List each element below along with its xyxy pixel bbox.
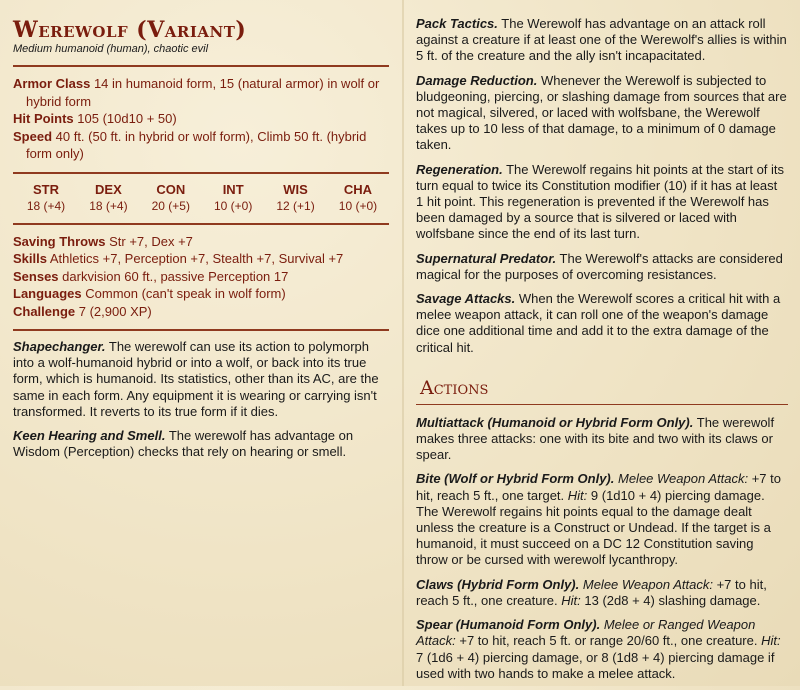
trait-name: Shapechanger.: [13, 339, 106, 354]
action-name: Multiattack (Humanoid or Hybrid Form Only).: [416, 414, 694, 430]
hit-text: 7 (1d6 + 4) piercing damage, or 8 (1d8 + 4) piercing damage if used with two hands to make a melee attack.: [416, 649, 775, 681]
action-name: Claws (Hybrid Form Only).: [416, 576, 580, 592]
trait-text: The Werewolf's attacks are considered magical for the purposes of overcoming resistances.: [416, 250, 783, 282]
action-name: Bite (Wolf or Hybrid Form Only).: [416, 471, 615, 487]
trait-name: Damage Reduction.: [416, 72, 538, 88]
left-column: [13, 0, 389, 468]
trait-regeneration: [416, 162, 788, 243]
attack-range: +7 to hit, reach 5 ft., one creature.: [416, 576, 767, 608]
hit-label: Hit:: [561, 592, 581, 608]
speed-label: Speed: [13, 128, 53, 144]
trait-text: Whenever the Werewolf is subjected to bludgeoning, piercing, or slashing damage from sources that are not magical, silvered, or laced with wolfsbane, the Werewolf takes up to 10 less of that damage, to a minimum of 0 damage taken.: [416, 72, 787, 153]
details-rule: [13, 329, 389, 331]
ac-label: Armor Class: [13, 76, 91, 91]
ability-name: STR: [33, 181, 59, 197]
attack-type: Melee or Ranged Weapon Attack:: [416, 617, 756, 649]
ability-int: [208, 182, 258, 214]
attack-range: +7 to hit, reach 5 ft. or range 20/60 ft., one creature.: [459, 633, 758, 649]
trait-name: Regeneration.: [416, 161, 503, 177]
challenge-label: Challenge: [13, 303, 76, 319]
ability-dex: [83, 182, 133, 214]
ability-score: 18 (+4): [26, 198, 66, 213]
attack-type: Melee Weapon Attack:: [618, 471, 749, 487]
action-spear: [416, 617, 788, 682]
armor-class: [13, 75, 389, 110]
actions-rule: [416, 404, 788, 405]
action-bite: [416, 471, 788, 568]
trait-name: Savage Attacks.: [416, 291, 516, 307]
senses-value: darkvision 60 ft., passive Perception 17: [62, 268, 289, 284]
ability-name: DEX: [95, 181, 122, 197]
senses-label: Senses: [13, 268, 59, 284]
skills-label: Skills: [13, 251, 47, 266]
ability-scores: [13, 182, 389, 214]
speed-value: 40 ft. (50 ft. in hybrid or wolf form), Climb 50 ft. (hybrid form only): [26, 128, 367, 161]
hit-label: Hit:: [761, 633, 781, 649]
action-text: The werewolf makes three attacks: one with its bite and two with its claws or spear.: [416, 414, 775, 463]
speed: [13, 128, 389, 163]
trait-keen-senses: [13, 428, 389, 460]
ability-str: [21, 182, 71, 214]
trait-text: The werewolf has advantage on Wisdom (Perception) checks that rely on hearing or smell.: [13, 428, 354, 460]
hit-label: Hit:: [567, 487, 588, 503]
ability-name: CHA: [343, 181, 373, 197]
attack-type: Melee Weapon Attack:: [582, 576, 713, 592]
hit-points: [13, 110, 389, 128]
saving-throws: [13, 233, 389, 251]
challenge: [13, 303, 389, 321]
skills: [13, 250, 389, 268]
trait-damage-reduction: [416, 73, 788, 154]
column-divider: [402, 0, 404, 686]
basic-stats: [13, 75, 389, 163]
challenge-value: 7 (2,900 XP): [78, 303, 152, 319]
abilities-bottom-rule: [13, 223, 389, 225]
languages: [13, 285, 389, 303]
hp-label: Hit Points: [13, 111, 74, 126]
trait-shapechanger: [13, 339, 389, 420]
senses: [13, 268, 389, 286]
action-name: Spear (Humanoid Form Only).: [416, 617, 601, 633]
action-claws: [416, 577, 788, 609]
right-column: [416, 16, 788, 690]
skills-value: Athletics +7, Perception +7, Stealth +7, Survival +7: [49, 251, 344, 266]
monster-meta: Medium humanoid (human), chaotic evil: [13, 43, 209, 55]
ability-score: 10 (+0): [213, 198, 253, 213]
ability-con: [146, 182, 196, 214]
trait-name: Pack Tactics.: [416, 16, 498, 31]
saves-label: Saving Throws: [13, 233, 106, 249]
ability-cha: [333, 182, 383, 214]
ability-wis: [271, 182, 321, 214]
trait-supernatural-predator: [416, 251, 788, 283]
traits-left: [13, 339, 389, 460]
ability-name: WIS: [283, 181, 308, 197]
action-multiattack: [416, 415, 788, 464]
ability-score: 20 (+5): [151, 198, 190, 213]
actions-list: [416, 415, 788, 682]
header-rule: [13, 65, 389, 67]
traits-right: [416, 16, 788, 356]
attack-range: +7 to hit, reach 5 ft., one target.: [416, 471, 781, 503]
hit-text: 9 (1d10 + 4) piercing damage. The Werewolf regains hit points equal to the damage dealt unless the creature is a Construct or Undead. If the target is a humanoid, it must succeed on a DC 12 Constitution saving throw or be cursed with werewolf lycanthropy.: [416, 487, 771, 568]
trait-text: The Werewolf has advantage on an attack roll against a creature if at least one of the Werewolf's allies is within 5 ft. of the creature and the ally isn't incapacitated.: [416, 16, 787, 64]
ac-value: 14 in humanoid form, 15 (natural armor) in wolf or hybrid form: [26, 76, 380, 109]
ability-score: 10 (+0): [338, 198, 378, 213]
ability-name: INT: [222, 181, 244, 197]
abilities-top-rule: [13, 172, 389, 174]
saves-value: Str +7, Dex +7: [109, 233, 193, 249]
trait-text: The werewolf can use its action to polymorph into a wolf-humanoid hybrid or into a wolf, or back into its true form, which is humanoid. Its statistics, other than its AC, are the same in each form. Any equipment it is wearing or carrying isn't transformed. It reverts to its true form if it dies.: [13, 339, 379, 419]
ability-score: 12 (+1): [276, 198, 315, 213]
trait-savage-attacks: [416, 291, 788, 356]
trait-pack-tactics: [416, 16, 788, 65]
trait-name: Keen Hearing and Smell.: [13, 428, 166, 444]
ability-score: 18 (+4): [89, 198, 128, 213]
trait-text: The Werewolf regains hit points at the start of its turn equal to twice its Constitution modifier (10) if it has at least 1 hit point. This regeneration is prevented if the Werewolf has been damaged by a source that is silvered or laced with wolfsbane since the end of its last turn.: [416, 161, 785, 242]
languages-value: Common (can't speak in wolf form): [85, 286, 286, 301]
details: [13, 233, 389, 321]
trait-text: When the Werewolf scores a critical hit with a melee weapon attack, it can roll one of the weapon's damage dice one additional time and add it to the extra damage of the critical hit.: [416, 291, 781, 355]
monster-name: Werewolf (Variant): [13, 17, 247, 43]
languages-label: Languages: [13, 286, 82, 301]
hit-text: 13 (2d8 + 4) slashing damage.: [584, 592, 761, 608]
actions-heading: Actions: [420, 376, 489, 399]
hp-value: 105 (10d10 + 50): [77, 111, 177, 126]
trait-name: Supernatural Predator.: [416, 250, 557, 266]
ability-name: CON: [156, 181, 186, 197]
